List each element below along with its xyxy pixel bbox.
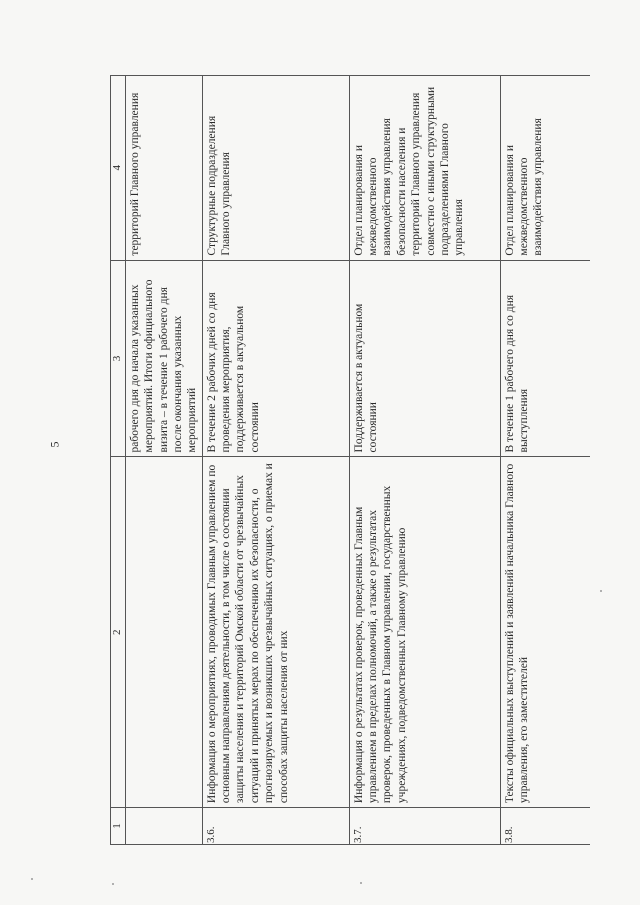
responsible-cell: Структурные подразделения Главного управления	[202, 76, 349, 261]
row-number: 3.6.	[202, 808, 349, 845]
scan-speck	[112, 883, 114, 885]
deadline-cell: Поддерживается в актуальном состоянии	[349, 260, 500, 457]
document-table	[110, 75, 590, 845]
deadline-cell: рабочего дня до начала указанных мероприятий. Итоги официального визита – в течение 1 рабочего дня после окончания указанных мероприятий	[125, 260, 202, 457]
info-cell	[125, 457, 202, 808]
header-cell: 2	[111, 457, 126, 808]
table-row	[500, 76, 590, 845]
header-cell: 1	[111, 808, 126, 845]
table-row	[349, 76, 500, 845]
scan-speck	[31, 878, 33, 880]
responsible-cell: Отдел планирования и межведомственного взаимодействия управления безопасности населения и территорий Главного управления совместно с иными структурными подразделениями Главного управления	[349, 76, 500, 261]
row-number: 3.7.	[349, 808, 500, 845]
info-cell: Информация о мероприятиях, проводимых Главным управлением по основным направлениям деятельности, в том числе о состоянии защиты населения и территорий Омской области от чрезвычайных ситуаций и принятых мерах по обеспечению их безопасности, о прогнозируемых и возникших чрезвычайных ситуациях, о приемах и способах защиты населения от них	[202, 457, 349, 808]
scan-speck	[360, 882, 362, 884]
table-header-row	[111, 76, 126, 845]
scan-speck	[600, 590, 602, 592]
deadline-cell: В течение 2 рабочих дней со дня проведения мероприятия, поддерживается в актуальном состоянии	[202, 260, 349, 457]
responsible-cell: Отдел планирования и межведомственного взаимодействия управления	[500, 76, 590, 261]
responsible-cell: территорий Главного управления	[125, 76, 202, 261]
table-row	[202, 76, 349, 845]
header-cell: 3	[111, 260, 126, 457]
table-row	[125, 76, 202, 845]
rotated-table-frame	[110, 75, 590, 845]
document-table-wrapper	[110, 75, 590, 845]
info-cell: Информация о результатах проверок, проведенных Главным управлением в пределах полномочий, а также о результатах проверок, проведенных в Главном управлении, государственных учреждениях, подведомственных Главному управлению	[349, 457, 500, 808]
row-number	[125, 808, 202, 845]
info-cell: Тексты официальных выступлений и заявлений начальника Главного управления, его заместителей	[500, 457, 590, 808]
deadline-cell: В течение 1 рабочего дня со дня выступления	[500, 260, 590, 457]
header-cell: 4	[111, 76, 126, 261]
row-number: 3.8.	[500, 808, 590, 845]
page-number: 5	[47, 441, 62, 448]
